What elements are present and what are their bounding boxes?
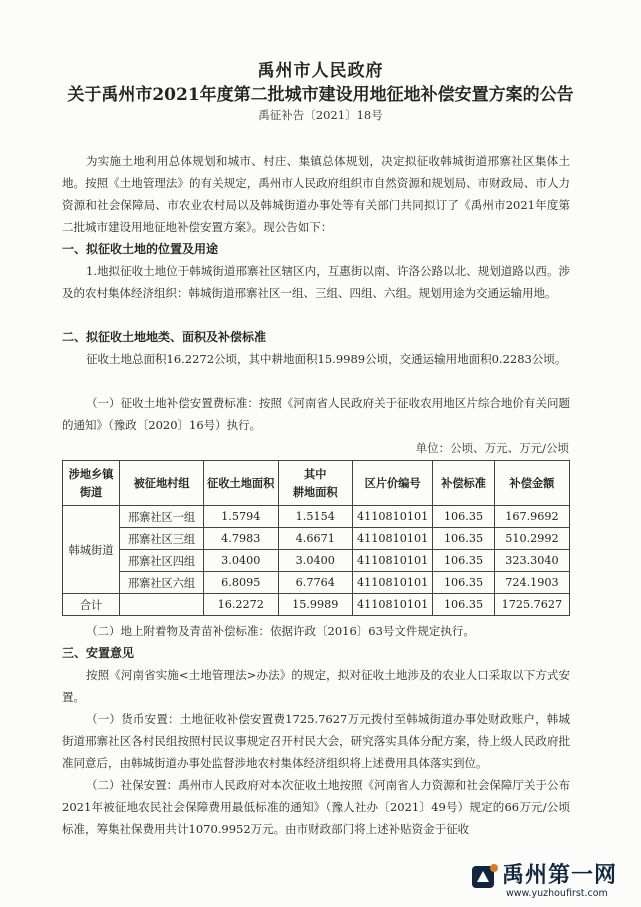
intro-paragraph: 为实施土地利用总体规划和城市、村庄、集镇总体规划，决定拟征收韩城街道邢寨社区集体土地。按照《土地管理法》的有关规定，禹州市人民政府组织市自然资源和规划局、市财政局、市人力资源和社会保障局、市农业农村局以及韩城街道办事处等有关部门共同拟订了《禹州市2021年度第二批城市建设用地征地补偿安置方案》。现公告如下： bbox=[62, 154, 570, 234]
section3-heading: 三、安置意见 bbox=[62, 646, 135, 660]
arable-cell: 1.5154 bbox=[278, 506, 353, 528]
issuer-title: 禹州市人民政府 bbox=[257, 61, 384, 81]
amount-cell: 323.3040 bbox=[494, 550, 569, 572]
compensation-table bbox=[62, 460, 570, 616]
col-area: 征收土地面积 bbox=[204, 461, 279, 506]
zone-code-cell: 4110810101 bbox=[353, 572, 433, 594]
col-amount: 补偿金额 bbox=[494, 461, 569, 506]
zone-code-cell: 4110810101 bbox=[353, 506, 433, 528]
standard-cell: 106.35 bbox=[433, 572, 495, 594]
total-area-cell: 16.2272 bbox=[204, 594, 279, 616]
table-header-row bbox=[63, 461, 570, 506]
area-cell: 4.7983 bbox=[204, 528, 279, 550]
col-township: 涉地乡镇 街道 bbox=[63, 461, 120, 506]
amount-cell: 510.2992 bbox=[494, 528, 569, 550]
standard-cell: 106.35 bbox=[433, 506, 495, 528]
zone-code-cell: 4110810101 bbox=[353, 528, 433, 550]
section2-sub1: （一）征收土地补偿安置费标准：按照《河南省人民政府关于征收农用地区片综合地价有关问题的通知》（豫政〔2020〕16号）执行。 bbox=[62, 396, 570, 432]
village-cell: 邢寨社区四组 bbox=[120, 550, 204, 572]
col-village: 被征地村组 bbox=[120, 461, 204, 506]
col-arable: 其中 耕地面积 bbox=[278, 461, 353, 506]
total-label-cell: 合计 bbox=[63, 594, 120, 616]
total-village-cell bbox=[120, 594, 204, 616]
township-cell: 韩城街道 bbox=[63, 506, 120, 594]
village-cell: 邢寨社区三组 bbox=[120, 528, 204, 550]
total-arable-cell: 15.9989 bbox=[278, 594, 353, 616]
section3-p1: （一）货币安置：土地征收补偿安置费1725.7627万元拨付至韩城街道办事处财政账户，韩城街道邢寨社区各村民组按照村民议事规定召开村民大会，研究落实具体分配方案，待上级人民政府批准同意后，由韩城街道办事处监督涉地农村集体经济组织将上述费用具体落实到位。 bbox=[62, 712, 570, 770]
amount-cell: 724.1903 bbox=[494, 572, 569, 594]
table-row bbox=[63, 506, 570, 528]
total-amount-cell: 1725.7627 bbox=[494, 594, 569, 616]
section1-heading: 一、拟征收土地的位置及用途 bbox=[62, 242, 219, 256]
table-row bbox=[63, 572, 570, 594]
section1-text: 1.地拟征收土地位于韩城街道邢寨社区辖区内，互惠街以南、许洛公路以北、规划道路以西。涉及的农村集体经济组织：韩城街道邢寨社区一组、三组、四组、六组。规划用途为交通运输用地。 bbox=[62, 264, 570, 300]
brand-name: 禹州第一网 bbox=[502, 863, 618, 888]
village-cell: 邢寨社区六组 bbox=[120, 572, 204, 594]
section2-text: 征收土地总面积16.2272公顷，其中耕地面积15.9989公顷，交通运输用地面积0.2283公顷。 bbox=[86, 352, 567, 366]
zone-code-cell: 4110810101 bbox=[353, 550, 433, 572]
table-row bbox=[63, 528, 570, 550]
col-zone-code: 区片价编号 bbox=[353, 461, 433, 506]
total-zone-code-cell: 4110810101 bbox=[353, 594, 433, 616]
section2-sub2: （二）地上附着物及青苗补偿标准：依据许政〔2016〕63号文件规定执行。 bbox=[86, 624, 475, 638]
standard-cell: 106.35 bbox=[433, 528, 495, 550]
col-standard: 补偿标准 bbox=[433, 461, 495, 506]
area-cell: 1.5794 bbox=[204, 506, 279, 528]
village-cell: 邢寨社区一组 bbox=[120, 506, 204, 528]
area-cell: 3.0400 bbox=[204, 550, 279, 572]
total-standard-cell: 106.35 bbox=[433, 594, 495, 616]
amount-cell: 167.9692 bbox=[494, 506, 569, 528]
section3-intro: 按照《河南省实施<土地管理法>办法》的规定，拟对征收土地涉及的农业人口采取以下方式安置。 bbox=[62, 668, 570, 704]
site-watermark bbox=[468, 858, 638, 904]
arable-cell: 3.0400 bbox=[278, 550, 353, 572]
table-total-row bbox=[63, 594, 570, 616]
standard-cell: 106.35 bbox=[433, 550, 495, 572]
arable-cell: 6.7764 bbox=[278, 572, 353, 594]
arable-cell: 4.6671 bbox=[278, 528, 353, 550]
document-title: 关于禹州市2021年度第二批城市建设用地征地补偿安置方案的公告 bbox=[67, 85, 574, 105]
section2-heading: 二、拟征收土地地类、面积及补偿标准 bbox=[62, 330, 267, 344]
section3-p2: （二）社保安置：禹州市人民政府对本次征收土地按照《河南省人力资源和社会保障厅关于公布2021年被征地农民社会保障费用最低标准的通知》（豫人社办〔2021〕49号）规定的66万元/公顷标准，筹集社保费用共计1070.9952万元。由市财政部门将上述补贴资金于征收 bbox=[62, 778, 570, 836]
area-cell: 6.8095 bbox=[204, 572, 279, 594]
brand-url: www.yuzhoufirst.com bbox=[506, 888, 608, 899]
brand-logo-icon bbox=[470, 862, 500, 892]
unit-note: 单位：公顷、万元、万元/公顷 bbox=[415, 441, 569, 455]
table-row bbox=[63, 550, 570, 572]
document-number: 禹征补告〔2021〕18号 bbox=[258, 108, 383, 122]
